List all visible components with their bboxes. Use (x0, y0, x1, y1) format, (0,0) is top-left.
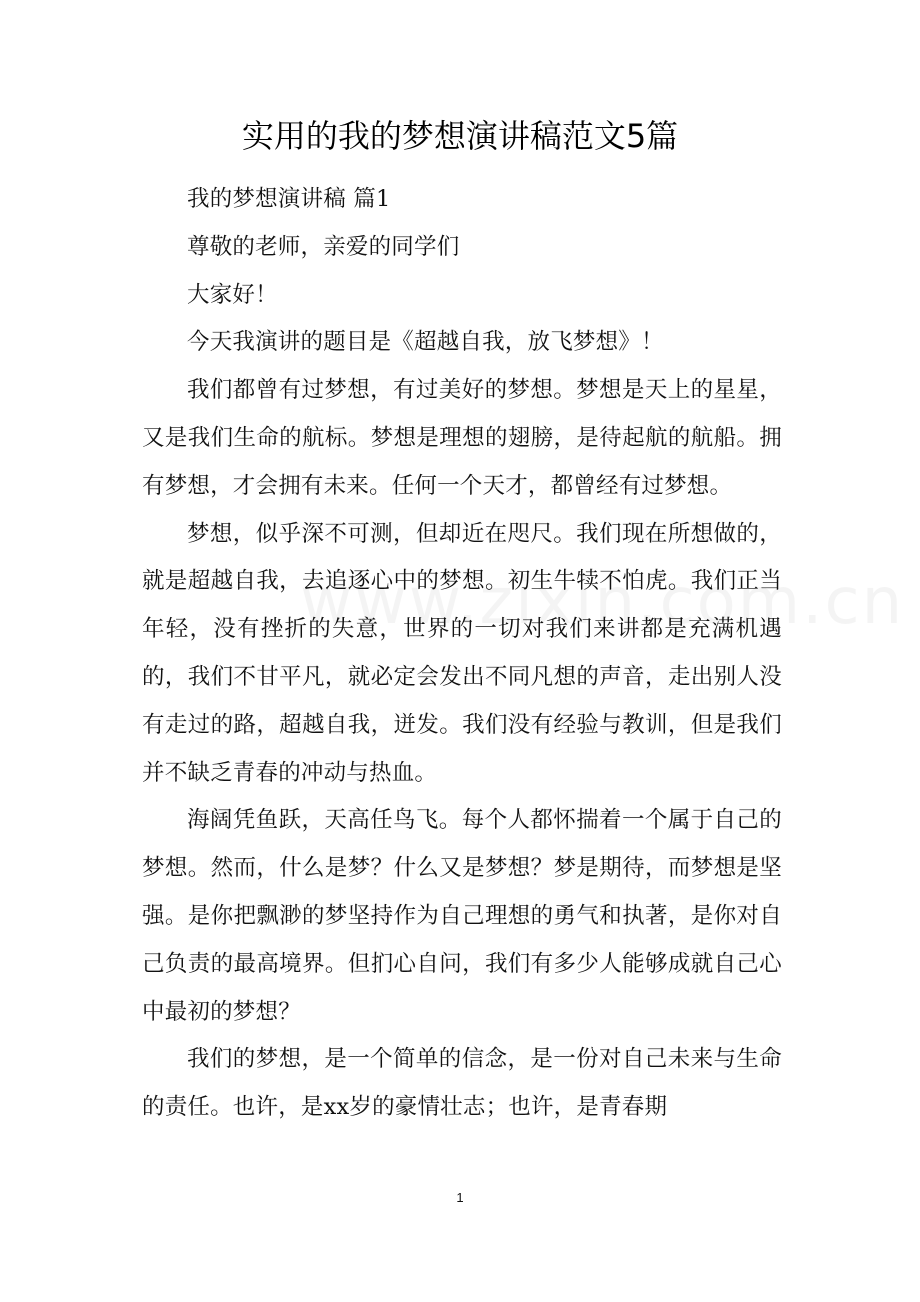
page-number: 1 (456, 1190, 464, 1205)
body-paragraph: 我们都曾有过梦想，有过美好的梦想。梦想是天上的星星，又是我们生命的航标。梦想是理想的翅膀，是待起航的航船。拥有梦想，才会拥有未来。任何一个天才，都曾经有过梦想。 (142, 377, 782, 499)
body-paragraph: 梦想，似乎深不可测，但却近在咫尺。我们现在所想做的，就是超越自我，去追逐心中的梦想。初生牛犊不怕虎。我们正当年轻，没有挫折的失意，世界的一切对我们来讲都是充满机遇的，我们不甘平凡，就必定会发出不同凡想的声音，走出别人没有走过的路，超越自我，迸发。我们没有经验与教训，但是我们并不缺乏青春的冲动与热血。 (142, 520, 782, 786)
body-paragraph: 我们的梦想，是一个简单的信念，是一份对自己未来与生命的责任。也许，是xx岁的豪情壮志；也许，是青春期 (142, 1046, 782, 1121)
topic-line: 今天我演讲的题目是《超越自我，放飞梦想》！ (187, 329, 664, 356)
greeting: 大家好！ (187, 281, 278, 308)
document-body (142, 176, 782, 1132)
salutation: 尊敬的老师，亲爱的同学们 (187, 233, 460, 260)
document-title: 实用的我的梦想演讲稿范文5篇 (241, 117, 679, 155)
section-heading: 我的梦想演讲稿 篇1 (187, 186, 391, 212)
body-paragraph: 海阔凭鱼跃，天高任鸟飞。每个人都怀揣着一个属于自己的梦想。然而，什么是梦？什么又是梦想？梦是期待，而梦想是坚强。是你把飘渺的梦坚持作为自己理想的勇气和执著，是你对自己负责的最高境界。但扪心自问，我们有多少人能够成就自己心中最初的梦想？ (142, 807, 782, 1025)
